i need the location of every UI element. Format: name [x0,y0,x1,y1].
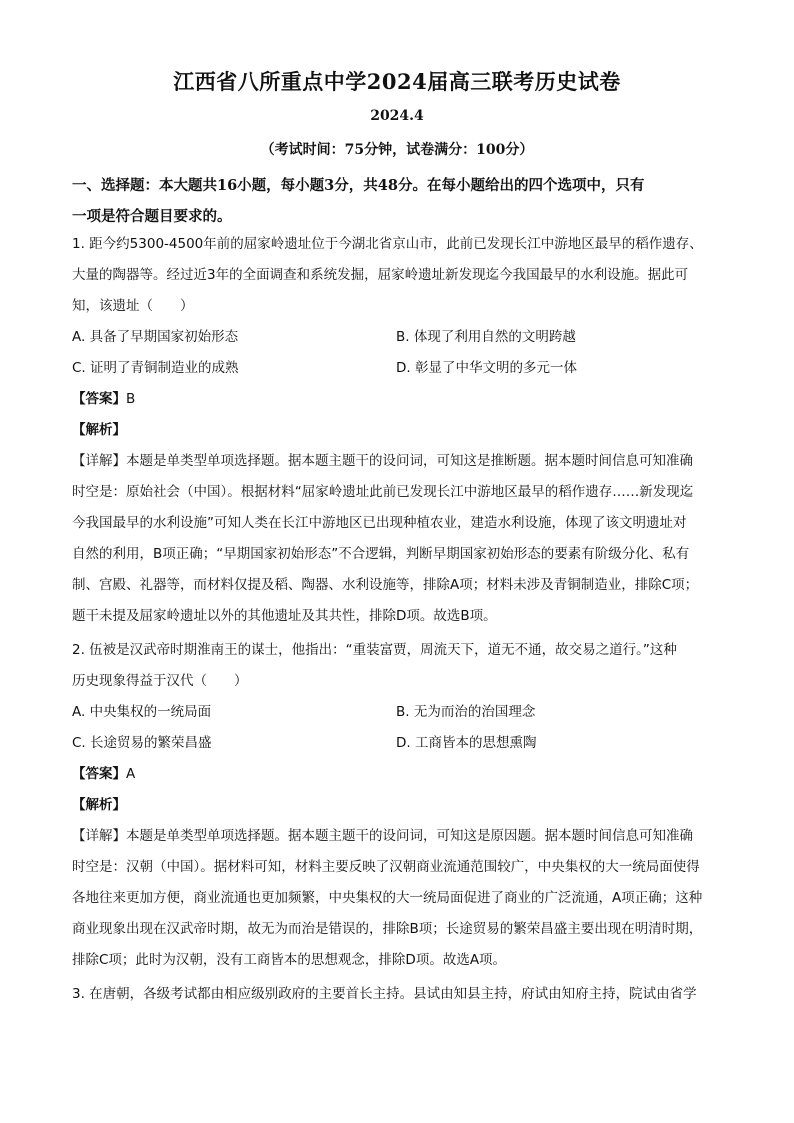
q1-detail-line: 【详解】本题是单类型单项选择题。据本题主题干的设问词，可知这是推断题。据本题时间信息可知准确 [72,453,693,469]
answer-label: 【答案】 [72,391,126,407]
q1-option-b: B. 体现了利用自然的文明跨越 [396,329,576,345]
q1-stem-line: 知，该遗址（ ） [72,298,194,314]
q3-stem-line: 3. 在唐朝，各级考试都由相应级别政府的主要首长主持。县试由知县主持，府试由知府主持，院试由省学 [72,986,697,1002]
answer-label: 【答案】 [72,766,126,782]
q1-detail-line: 时空是：原始社会（中国）。根据材料“屈家岭遗址此前已发现长江中游地区最早的稻作遗存……新发现迄 [72,484,694,500]
q2-detail-line: 排除C项；此时为汉朝，没有工商皆本的思想观念，排除D项。故选A项。 [72,952,507,968]
q1-answer [72,389,135,409]
q2-option-d: D. 工商皆本的思想熏陶 [396,735,537,751]
q2-detail-line: 时空是：汉朝（中国）。据材料可知，材料主要反映了汉朝商业流通范围较广，中央集权的大一统局面使得 [72,859,700,875]
section-heading-line: 一、选择题：本大题共16小题，每小题3分，共48分。在每小题给出的四个选项中，只有 [72,177,645,194]
q1-option-d: D. 彰显了中华文明的多元一体 [396,360,577,376]
q2-detail-line: 商业现象出现在汉武帝时期，故无为而治是错误的，排除B项；长途贸易的繁荣昌盛主要出现在明清时期， [72,921,703,937]
q1-stem-line: 1. 距今约5300-4500年前的屈家岭遗址位于今湖北省京山市，此前已发现长江中游地区最早的稻作遗存、 [72,236,703,252]
q1-detail-line: 制、宫殿、礼器等，而材料仅提及稻、陶器、水利设施等，排除A项；材料未涉及青铜制造业，排除C项； [72,577,699,593]
q2-stem-line: 2. 伍被是汉武帝时期淮南王的谋士，他指出：“重装富贾，周流天下，道无不通，故交易之道行。”这种 [72,642,677,658]
q1-detail-line: 自然的利用，B项正确；“早期国家初始形态”不合逻辑，判断早期国家初始形态的要素有阶级分化、私有 [72,546,690,562]
answer-value: B [126,391,136,407]
q2-option-a: A. 中央集权的一统局面 [72,704,212,720]
answer-value: A [126,766,136,782]
q2-detail-line: 各地往来更加方便，商业流通也更加频繁，中央集权的大一统局面促进了商业的广泛流通，A项正确；这种 [72,890,703,906]
q2-analysis-label: 【解析】 [72,797,126,813]
q1-option-a: A. 具备了早期国家初始形态 [72,329,239,345]
q1-detail-line: 今我国最早的水利设施”可知人类在长江中游地区已出现种植农业，建造水利设施，体现了该文明遗址对 [72,515,687,531]
q1-detail-line: 题干未提及屈家岭遗址以外的其他遗址及其共性，排除D项。故选B项。 [72,608,497,624]
q1-analysis-label: 【解析】 [72,422,126,438]
q2-option-b: B. 无为而治的治国理念 [396,704,536,720]
q1-stem-line: 大量的陶器等。经过近3年的全面调查和系统发掘，屈家岭遗址新发现迄今我国最早的水利设施。据此可 [72,267,689,283]
q2-detail-line: 【详解】本题是单类型单项选择题。据本题主题干的设问词，可知这是原因题。据本题时间信息可知准确 [72,828,693,844]
exam-date: 2024.4 [370,108,424,124]
q2-answer [72,764,135,784]
section-heading-line: 一项是符合题目要求的。 [72,208,232,225]
exam-title: 江西省八所重点中学2024届高三联考历史试卷 [173,69,621,94]
section-heading [72,170,728,232]
q1-option-c: C. 证明了青铜制造业的成熟 [72,360,239,376]
exam-time-and-score: （考试时间：75分钟，试卷满分：100分） [260,142,534,158]
q2-stem-line: 历史现象得益于汉代（ ） [72,673,248,689]
q2-option-c: C. 长途贸易的繁荣昌盛 [72,735,212,751]
